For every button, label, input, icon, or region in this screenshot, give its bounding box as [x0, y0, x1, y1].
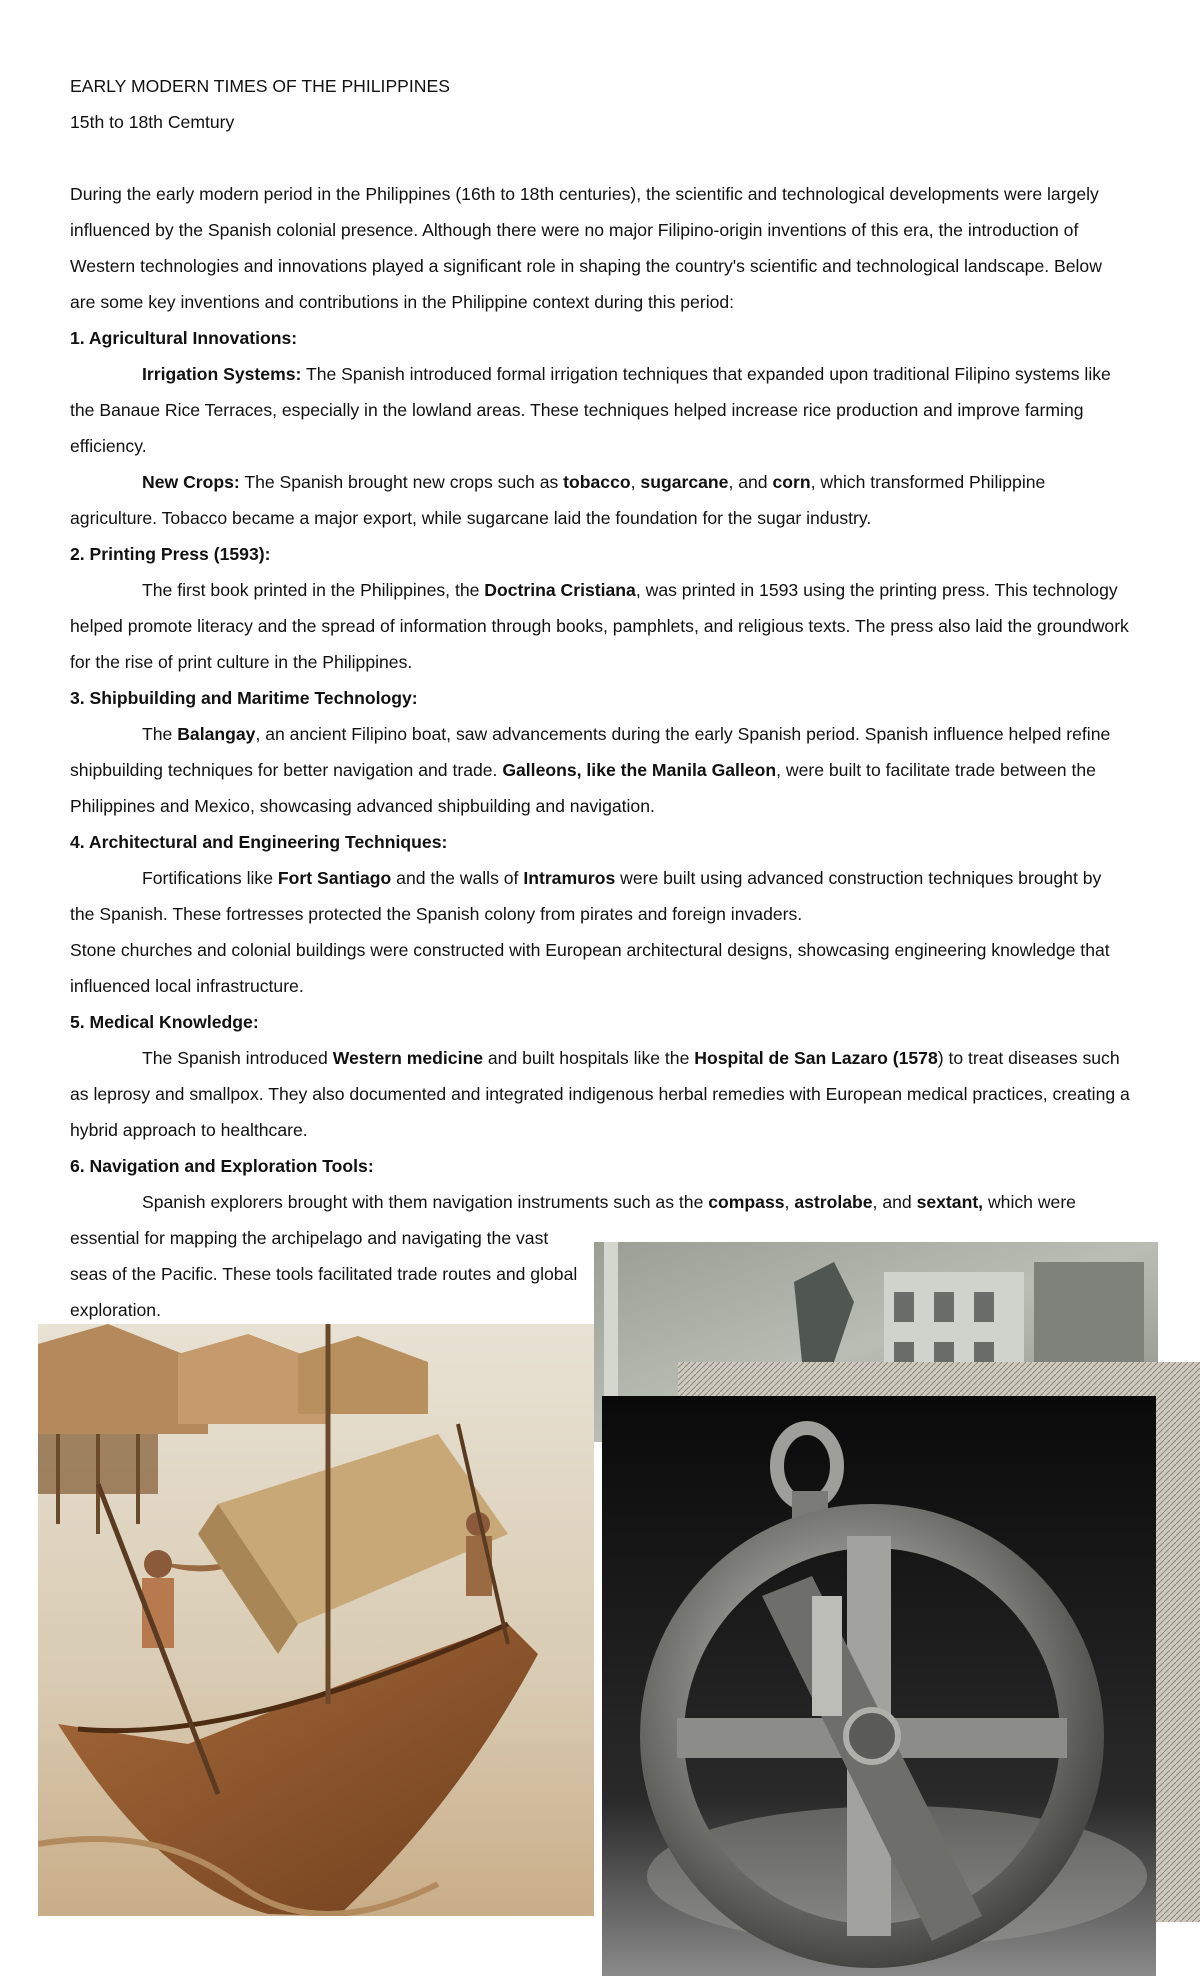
paragraph-fortifications: Fortifications like Fort Santiago and the walls of Intramuros were built using advanced construction techniques brought by the Spanish. These fortresses protected the Spanish colony from pirates and foreign invaders. [70, 868, 1102, 924]
astrolabe-photo [602, 1396, 1156, 1976]
paragraph-navigation: Spanish explorers brought with them navigation instruments such as the compass, astrolabe, and sextant, which were essential for mapping the archipelago and navigating the vast [70, 1192, 1076, 1248]
section-heading-architecture: 4. Architectural and Engineering Techniques: [70, 832, 448, 852]
balangay-image [38, 1324, 594, 1916]
astrolabe-image [602, 1396, 1156, 1976]
section-heading-medical: 5. Medical Knowledge: [70, 1012, 259, 1032]
document-title: EARLY MODERN TIMES OF THE PHILIPPINES [70, 76, 450, 96]
section-heading-printing: 2. Printing Press (1593): [70, 544, 271, 564]
balangay-illustration [38, 1324, 594, 1916]
paragraph-printing: The first book printed in the Philippines, the Doctrina Cristiana, was printed in 1593 using the printing press. This technology helped promote literacy and the spread of information through books, pamphlets, and religious texts. The press also laid the groundwork for the rise of print culture in the Philippines. [70, 580, 1129, 672]
paragraph-irrigation: Irrigation Systems: The Spanish introduced formal irrigation techniques that expanded upon traditional Filipino systems like the Banaue Rice Terraces, especially in the lowland areas. These techniques helped increase rice production and improve farming efficiency. [70, 364, 1111, 456]
document-subtitle: 15th to 18th Cemtury [70, 112, 235, 132]
paragraph-medical: The Spanish introduced Western medicine and built hospitals like the Hospital de San Lazaro (1578) to treat diseases such as leprosy and smallpox. They also documented and integrated indigenous herbal remedies with European medical practices, creating a hybrid approach to healthcare. [70, 1048, 1130, 1140]
paragraph-new-crops: New Crops: The Spanish brought new crops such as tobacco, sugarcane, and corn, which transformed Philippine agriculture. Tobacco became a major export, while sugarcane laid the foundation for the sugar industry. [70, 472, 1046, 528]
paragraph-navigation-end: exploration. [70, 1300, 161, 1320]
section-heading-shipbuilding: 3. Shipbuilding and Maritime Technology: [70, 688, 418, 708]
paragraph-shipbuilding: The Balangay, an ancient Filipino boat, saw advancements during the early Spanish period. Spanish influence helped refine shipbuilding techniques for better navigation and trade. Galleons, like the Manila Galleon, were built to facilitate trade between the Philippines and Mexico, showcasing advanced shipbuilding and navigation. [70, 724, 1111, 816]
document-body [70, 68, 1130, 1328]
paragraph-churches: Stone churches and colonial buildings were constructed with European architectural designs, showcasing engineering knowledge that influenced local infrastructure. [70, 940, 1110, 996]
intro-paragraph: During the early modern period in the Philippines (16th to 18th centuries), the scientific and technological developments were largely influenced by the Spanish colonial presence. Although there were no major Filipino-origin inventions of this era, the introduction of Western technologies and innovations played a significant role in shaping the country's scientific and technological landscape. Below are some key inventions and contributions in the Philippine context during this period: [70, 184, 1102, 312]
paragraph-navigation-cont: seas of the Pacific. These tools facilitated trade routes and global [70, 1264, 578, 1284]
section-heading-navigation: 6. Navigation and Exploration Tools: [70, 1156, 374, 1176]
section-heading-agriculture: 1. Agricultural Innovations: [70, 328, 298, 348]
